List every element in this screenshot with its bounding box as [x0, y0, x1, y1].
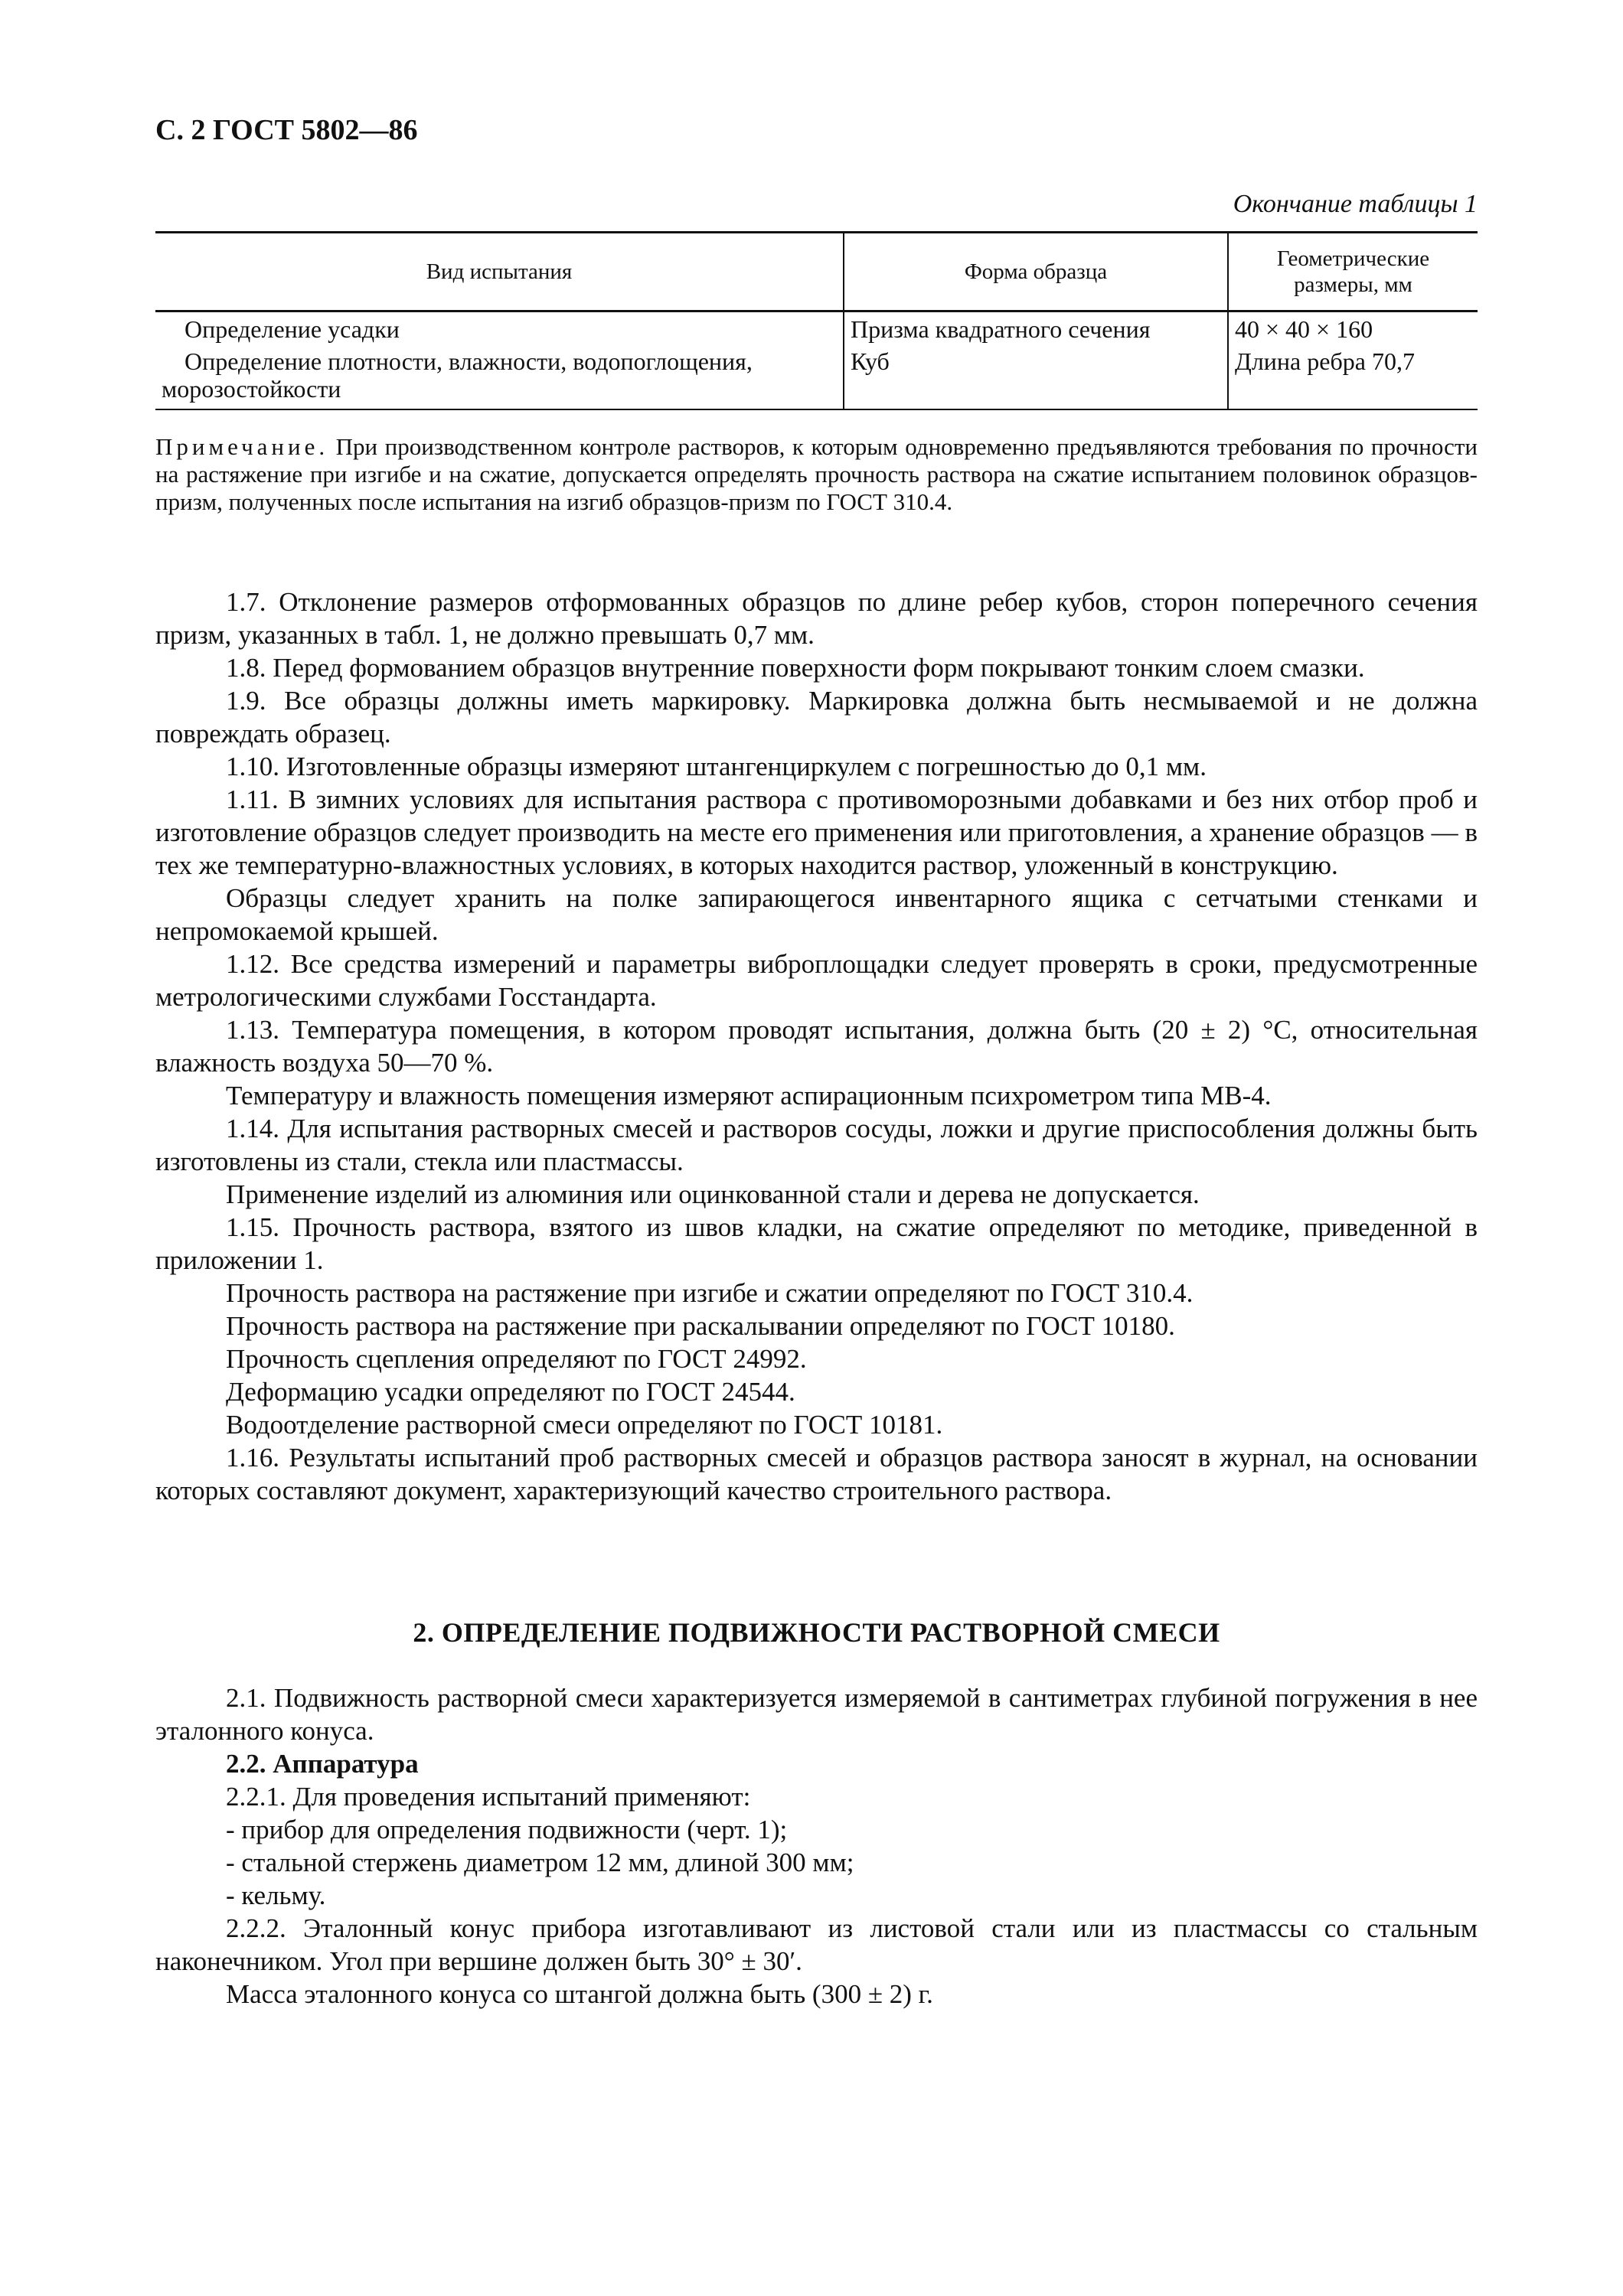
- paragraph-2-2-2-mass: Масса эталонного конуса со штангой должна быть (300 ± 2) г.: [226, 1979, 933, 2009]
- paragraph-1-15-adhesion: Прочность сцепления определяют по ГОСТ 24992.: [226, 1344, 807, 1374]
- note-text: При производственном контроле растворов, к которым одновременно предъявляются требования по прочности на растяжение при изгибе и на сжатие, допускается определять прочность раствора на сжатие испытанием половинок образцов-призм, полученных после испытания на изгиб образцов-призм по ГОСТ 310.4.: [155, 433, 1478, 515]
- list-item: - стальной стержень диаметром 12 мм, длиной 300 мм;: [226, 1848, 854, 1877]
- table-cell: 40 × 40 × 160: [1228, 311, 1478, 345]
- specimen-table: [155, 231, 1478, 410]
- column-header-test-type: Вид испытания: [155, 233, 844, 311]
- page-header: С. 2 ГОСТ 5802—86: [155, 114, 418, 146]
- paragraph-1-11: 1.11. В зимних условиях для испытания раствора с противоморозными добавками и без них отбор проб и изготовление образцов следует производить на месте его применения или приготовления, а хранение образцов — в тех же температурно-влажностных условиях, в которых находится раствор, уложенный в конструкцию.: [155, 784, 1478, 880]
- list-item: - кельму.: [226, 1880, 326, 1910]
- table-cell: Куб: [844, 344, 1228, 409]
- table-row: [155, 344, 1478, 409]
- section-1-body: [155, 585, 1478, 1507]
- paragraph-1-8: 1.8. Перед формованием образцов внутренние поверхности форм покрывают тонким слоем смазки.: [226, 653, 1365, 683]
- table-continuation-caption: Окончание таблицы 1: [1233, 190, 1478, 218]
- subsection-2-2-heading: 2.2. Аппаратура: [226, 1749, 419, 1779]
- column-header-dimensions: Геометрические размеры, мм: [1228, 233, 1478, 311]
- table-cell: Определение плотности, влажности, водопоглощения, морозостойкости: [155, 344, 844, 409]
- section-2-title: 2. ОПРЕДЕЛЕНИЕ ПОДВИЖНОСТИ РАСТВОРНОЙ СМЕСИ: [413, 1617, 1220, 1648]
- paragraph-1-15-flexural: Прочность раствора на растяжение при изгибе и сжатии определяют по ГОСТ 310.4.: [226, 1278, 1194, 1308]
- table-note: [155, 433, 1478, 516]
- table-header-row: [155, 233, 1478, 311]
- section-2-body: [155, 1681, 1478, 2011]
- paragraph-1-15-shrinkage: Деформацию усадки определяют по ГОСТ 24544.: [226, 1377, 795, 1407]
- paragraph-1-14-restriction: Применение изделий из алюминия или оцинкованной стали и дерева не допускается.: [226, 1179, 1200, 1209]
- paragraph-1-16: 1.16. Результаты испытаний проб растворных смесей и образцов раствора заносят в журнал, на основании которых составляют документ, характеризующий качество строительного раствора.: [155, 1443, 1478, 1505]
- table-cell: Длина ребра 70,7: [1228, 344, 1478, 409]
- paragraph-1-15-bleeding: Водоотделение растворной смеси определяют по ГОСТ 10181.: [226, 1410, 943, 1440]
- paragraph-2-2-2: 2.2.2. Эталонный конус прибора изготавливают из листовой стали или из пластмассы со стальным наконечником. Угол при вершине должен быть 30° ± 30′.: [155, 1913, 1478, 1976]
- paragraph-2-2-1: 2.2.1. Для проведения испытаний применяют:: [226, 1782, 751, 1812]
- paragraph-1-13-measure: Температуру и влажность помещения измеряют аспирационным психрометром типа МВ-4.: [226, 1081, 1272, 1110]
- paragraph-1-9: 1.9. Все образцы должны иметь маркировку. Маркировка должна быть несмываемой и не должна повреждать образец.: [155, 686, 1478, 748]
- paragraph-1-15: 1.15. Прочность раствора, взятого из швов кладки, на сжатие определяют по методике, приведенной в приложении 1.: [155, 1212, 1478, 1275]
- paragraph-1-7: 1.7. Отклонение размеров отформованных образцов по длине ребер кубов, сторон поперечного сечения призм, указанных в табл. 1, не должно превышать 0,7 мм.: [155, 587, 1478, 650]
- paragraph-1-15-splitting: Прочность раствора на растяжение при раскалывании определяют по ГОСТ 10180.: [226, 1311, 1175, 1341]
- list-item: - прибор для определения подвижности (черт. 1);: [226, 1815, 788, 1844]
- table-cell: Определение усадки: [185, 315, 400, 343]
- paragraph-1-12: 1.12. Все средства измерений и параметры виброплощадки следует проверять в сроки, предусмотренные метрологическими службами Госстандарта.: [155, 949, 1478, 1012]
- paragraph-1-10: 1.10. Изготовленные образцы измеряют штангенциркулем с погрешностью до 0,1 мм.: [226, 752, 1207, 781]
- table-row: [155, 311, 1478, 345]
- paragraph-1-13: 1.13. Температура помещения, в котором проводят испытания, должна быть (20 ± 2) °С, относительная влажность воздуха 50—70 %.: [155, 1015, 1478, 1078]
- paragraph-2-1: 2.1. Подвижность растворной смеси характеризуется измеряемой в сантиметрах глубиной погружения в нее эталонного конуса.: [155, 1683, 1478, 1746]
- paragraph-1-14: 1.14. Для испытания растворных смесей и растворов сосуды, ложки и другие приспособления должны быть изготовлены из стали, стекла или пластмассы.: [155, 1114, 1478, 1176]
- paragraph-1-11-storage: Образцы следует хранить на полке запирающегося инвентарного ящика с сетчатыми стенками и непромокаемой крышей.: [155, 883, 1478, 946]
- table-cell: Призма квадратного сечения: [844, 311, 1228, 345]
- note-label: Примечание.: [155, 433, 329, 460]
- column-header-specimen-shape: Форма образца: [844, 233, 1228, 311]
